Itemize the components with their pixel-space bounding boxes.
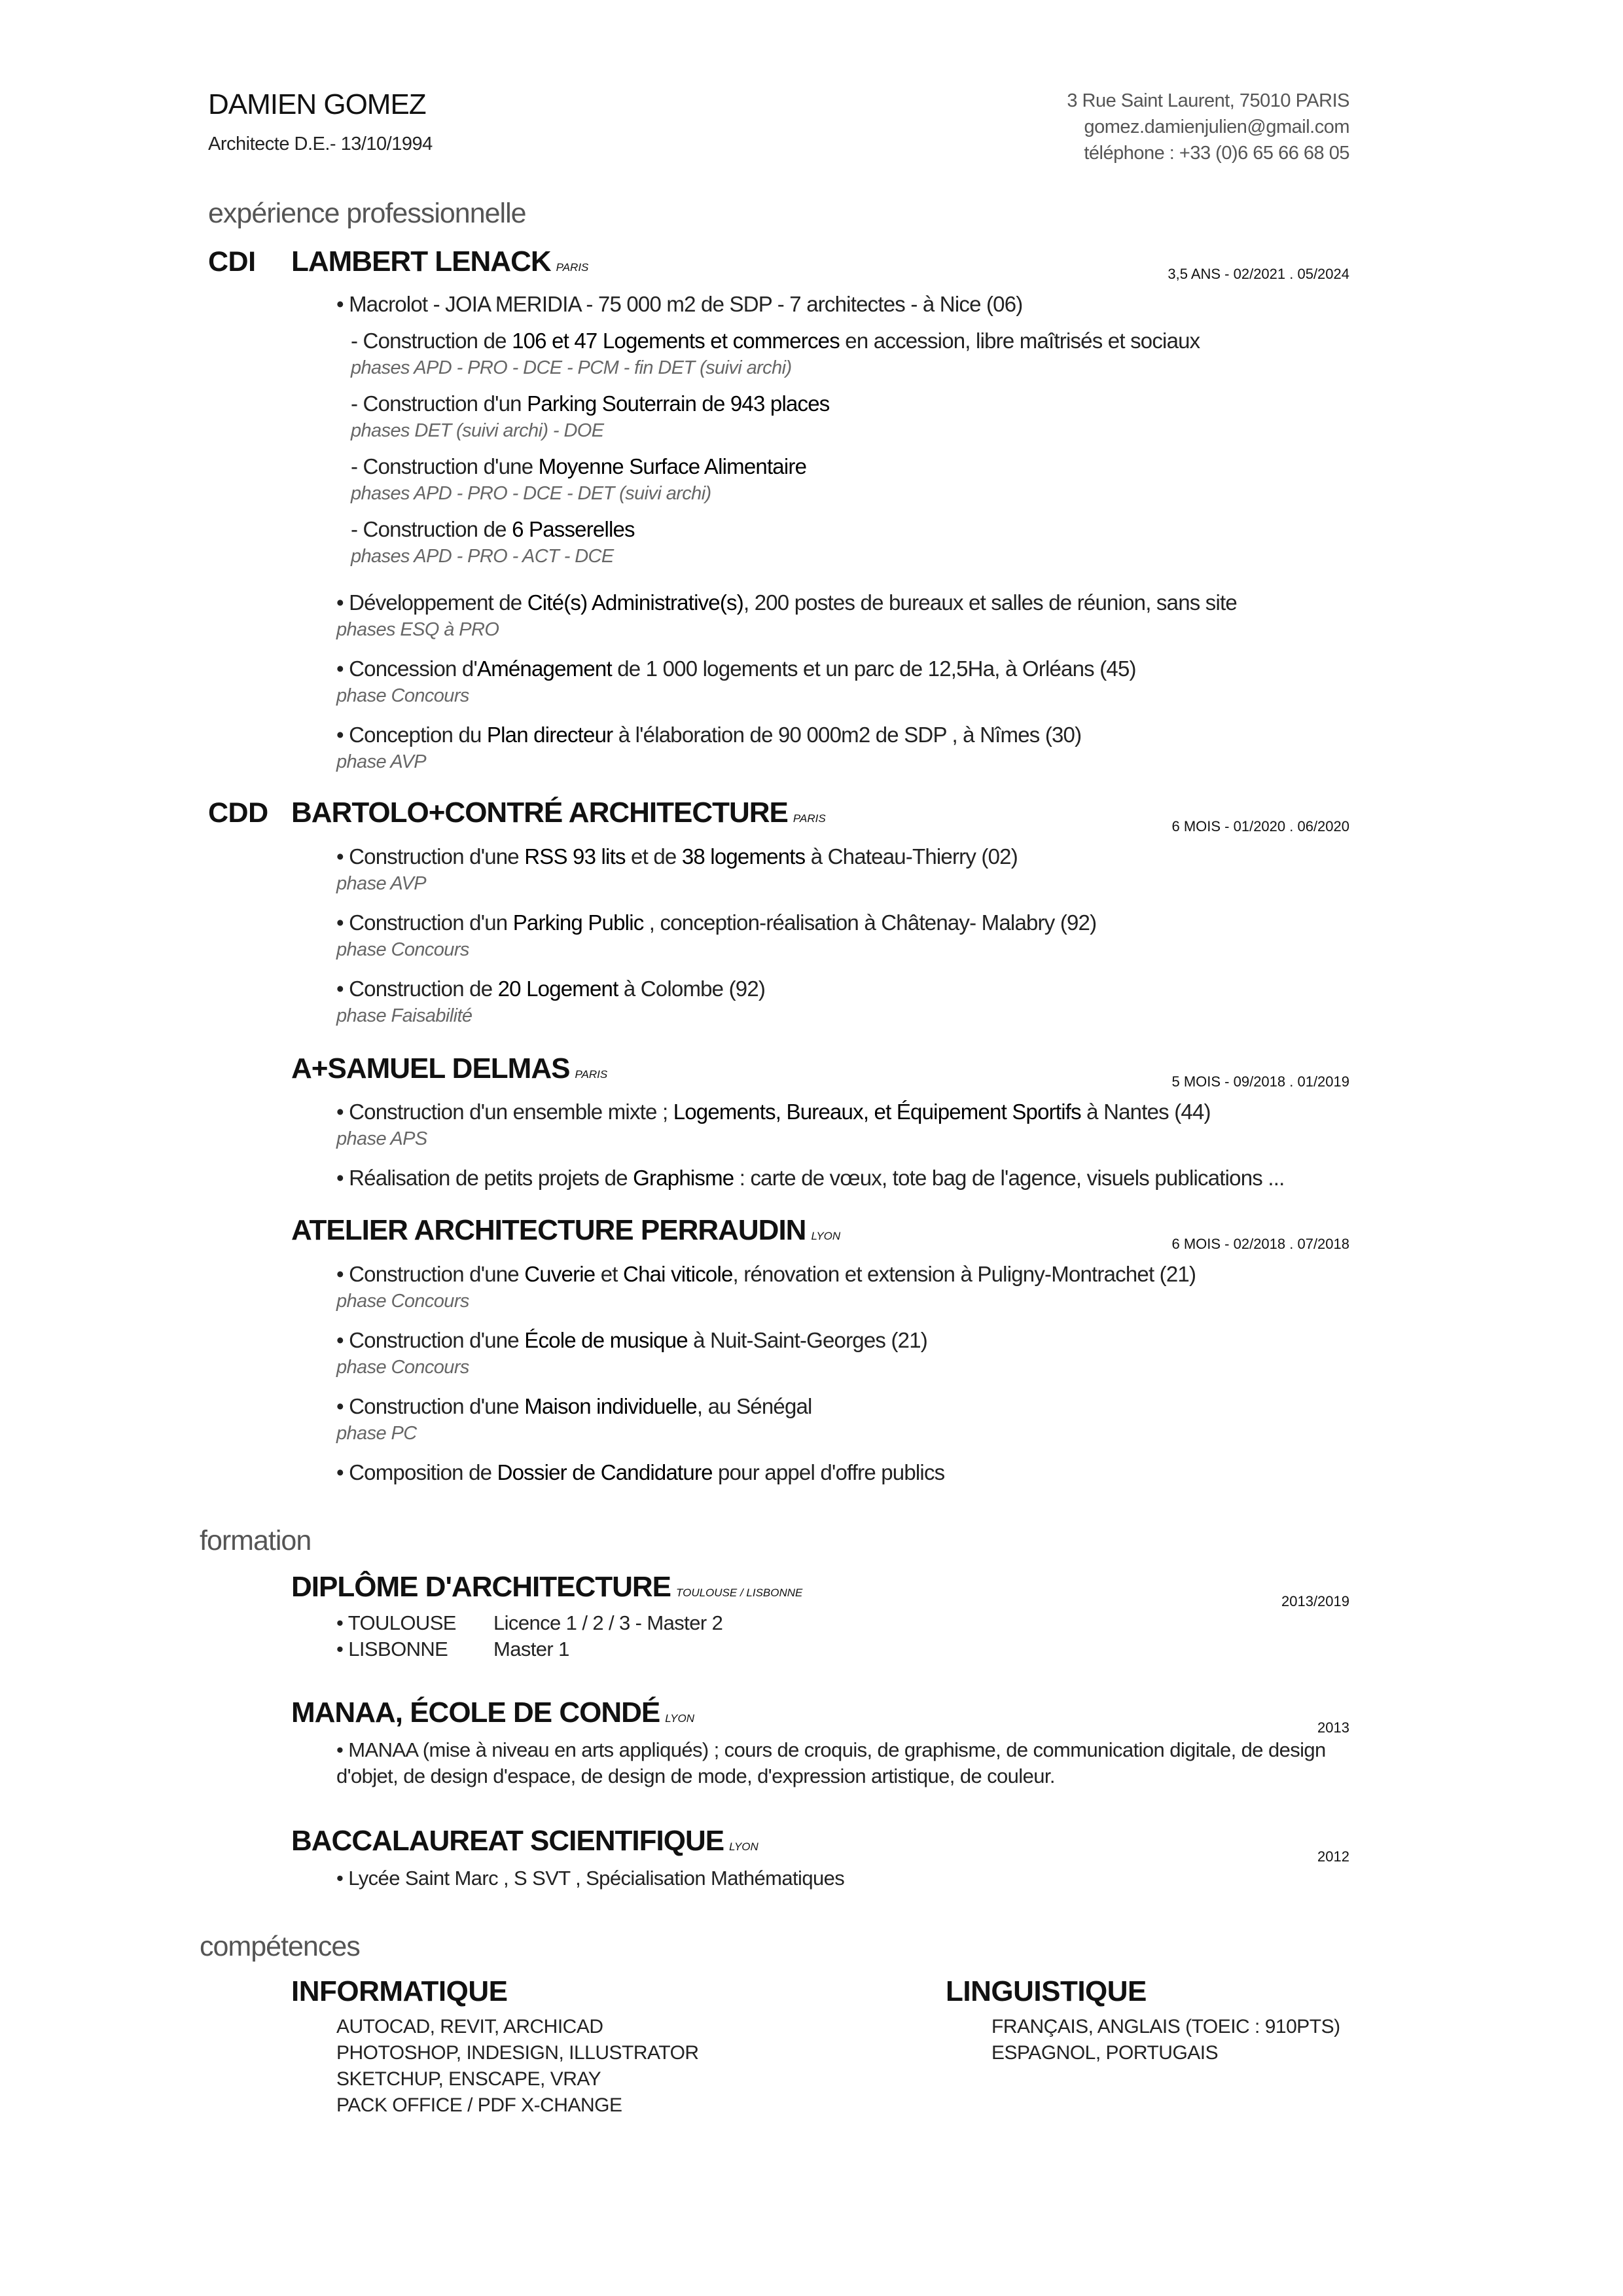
list-item: • Concession d'Aménagement de 1 000 logements et un parc de 12,5Ha, à Orléans (45) (336, 656, 1136, 681)
formation-description: d'objet, de design d'espace, de design de mode, d'expression artistique, de couleur. (336, 1765, 1055, 1787)
formation-period: 2012 (1317, 1848, 1349, 1865)
skill-item: AUTOCAD, REVIT, ARCHICAD (336, 2016, 603, 2037)
list-item: - Construction de 6 Passerelles (351, 517, 635, 541)
list-item: - Construction de 106 et 47 Logements et commerces en accession, libre maîtrisés et sociaux (351, 329, 1200, 353)
skill-item: ESPAGNOL, PORTUGAIS (991, 2042, 1219, 2064)
list-item: • Construction d'un Parking Public , conception-réalisation à Châtenay- Malabry (92) (336, 910, 1097, 935)
list-item: • Construction d'une École de musique à Nuit-Saint-Georges (21) (336, 1328, 927, 1352)
company-name: BARTOLO+CONTRÉ ARCHITECTURE PARIS (291, 797, 826, 829)
list-item: • Réalisation de petits projets de Graphisme : carte de vœux, tote bag de l'agence, visuels publications ... (336, 1166, 1285, 1190)
list-item: • Conception du Plan directeur à l'élaboration de 90 000m2 de SDP , à Nîmes (30) (336, 723, 1082, 747)
list-item: • Construction d'une Cuverie et Chai viticole, rénovation et extension à Puligny-Montrachet (21) (336, 1262, 1196, 1286)
phase-note: phase Concours (336, 1357, 469, 1378)
phase-note: phases APD - PRO - DCE - PCM - fin DET (suivi archi) (351, 357, 792, 378)
phase-note: phases DET (suivi archi) - DOE (351, 420, 604, 441)
section-title-experience: expérience professionnelle (208, 198, 526, 229)
formation-location: TOULOUSE / LISBONNE (676, 1587, 803, 1599)
company-name: A+SAMUEL DELMAS PARIS (291, 1052, 608, 1085)
company-location: PARIS (575, 1068, 608, 1081)
section-title-competences: compétences (200, 1931, 360, 1962)
phase-note: phase AVP (336, 873, 427, 894)
formation-location: LYON (729, 1840, 758, 1853)
list-item: • Développement de Cité(s) Administrative(s), 200 postes de bureaux et salles de réunion, sans site (336, 590, 1237, 615)
list-item: • Construction d'une RSS 93 lits et de 38 logements à Chateau-Thierry (02) (336, 844, 1018, 869)
skill-item: SKETCHUP, ENSCAPE, VRAY (336, 2068, 601, 2090)
phase-note: phase APS (336, 1128, 427, 1149)
contact-email[interactable]: gomez.damienjulien@gmail.com (1084, 117, 1349, 137)
skill-category-linguistique: LINGUISTIQUE (946, 1975, 1147, 2007)
job-period: 6 MOIS - 01/2020 . 06/2020 (1171, 818, 1349, 834)
list-item: • Composition de Dossier de Candidature pour appel d'offre publics (336, 1460, 945, 1484)
phase-note: phase PC (336, 1423, 417, 1444)
section-title-formation: formation (200, 1525, 312, 1556)
phase-note: phase AVP (336, 751, 427, 772)
formation-city: • TOULOUSE (336, 1611, 456, 1634)
formation-title: MANAA, ÉCOLE DE CONDÉ LYON (291, 1696, 694, 1729)
contact-phone: téléphone : +33 (0)6 65 66 68 05 (1084, 143, 1349, 164)
company-name: ATELIER ARCHITECTURE PERRAUDIN LYON (291, 1214, 841, 1246)
formation-detail: Master 1 (493, 1638, 569, 1660)
job-period: 3,5 ANS - 02/2021 . 05/2024 (1168, 266, 1349, 282)
contact-address: 3 Rue Saint Laurent, 75010 PARIS (1067, 90, 1349, 111)
skill-category-informatique: INFORMATIQUE (291, 1975, 508, 2007)
list-item: • Macrolot - JOIA MERIDIA - 75 000 m2 de SDP - 7 architectes - à Nice (06) (336, 292, 1023, 316)
company-location: PARIS (793, 812, 826, 825)
formation-description: • Lycée Saint Marc , S SVT , Spécialisation Mathématiques (336, 1867, 845, 1890)
phase-note: phase Concours (336, 1291, 469, 1312)
formation-title: BACCALAUREAT SCIENTIFIQUE LYON (291, 1825, 758, 1857)
formation-description: • MANAA (mise à niveau en arts appliqués) ; cours de croquis, de graphisme, de communication digitale, de design (336, 1738, 1326, 1761)
candidate-subtitle: Architecte D.E.- 13/10/1994 (208, 134, 433, 154)
formation-period: 2013/2019 (1281, 1593, 1349, 1609)
list-item: - Construction d'un Parking Souterrain de 943 places (351, 391, 830, 416)
job-period: 6 MOIS - 02/2018 . 07/2018 (1171, 1236, 1349, 1252)
phase-note: phases APD - PRO - DCE - DET (suivi archi) (351, 483, 711, 504)
formation-detail: Licence 1 / 2 / 3 - Master 2 (493, 1611, 723, 1634)
job-period: 5 MOIS - 09/2018 . 01/2019 (1171, 1073, 1349, 1090)
contract-type: CDD (208, 797, 268, 829)
list-item: • Construction d'un ensemble mixte ; Logements, Bureaux, et Équipement Sportifs à Nantes (44) (336, 1100, 1211, 1124)
phase-note: phases ESQ à PRO (336, 619, 499, 640)
formation-city: • LISBONNE (336, 1638, 448, 1660)
candidate-name: DAMIEN GOMEZ (208, 88, 426, 120)
list-item: • Construction de 20 Logement à Colombe (92) (336, 977, 766, 1001)
phase-note: phase Concours (336, 685, 469, 706)
skill-item: PACK OFFICE / PDF X-CHANGE (336, 2094, 622, 2116)
company-name: LAMBERT LENACK PARIS (291, 245, 589, 278)
skill-item: FRANÇAIS, ANGLAIS (TOEIC : 910PTS) (991, 2016, 1340, 2037)
phase-note: phase Concours (336, 939, 469, 960)
phase-note: phases APD - PRO - ACT - DCE (351, 546, 614, 567)
list-item: - Construction d'une Moyenne Surface Alimentaire (351, 454, 807, 478)
contract-type: CDI (208, 246, 256, 278)
list-item: • Construction d'une Maison individuelle, au Sénégal (336, 1394, 812, 1418)
company-location: LYON (811, 1230, 841, 1242)
formation-period: 2013 (1317, 1719, 1349, 1736)
phase-note: phase Faisabilité (336, 1005, 473, 1026)
formation-title: DIPLÔME D'ARCHITECTURE TOULOUSE / LISBONNE (291, 1571, 803, 1603)
formation-location: LYON (665, 1712, 694, 1725)
skill-item: PHOTOSHOP, INDESIGN, ILLUSTRATOR (336, 2042, 699, 2064)
company-location: PARIS (556, 261, 589, 274)
